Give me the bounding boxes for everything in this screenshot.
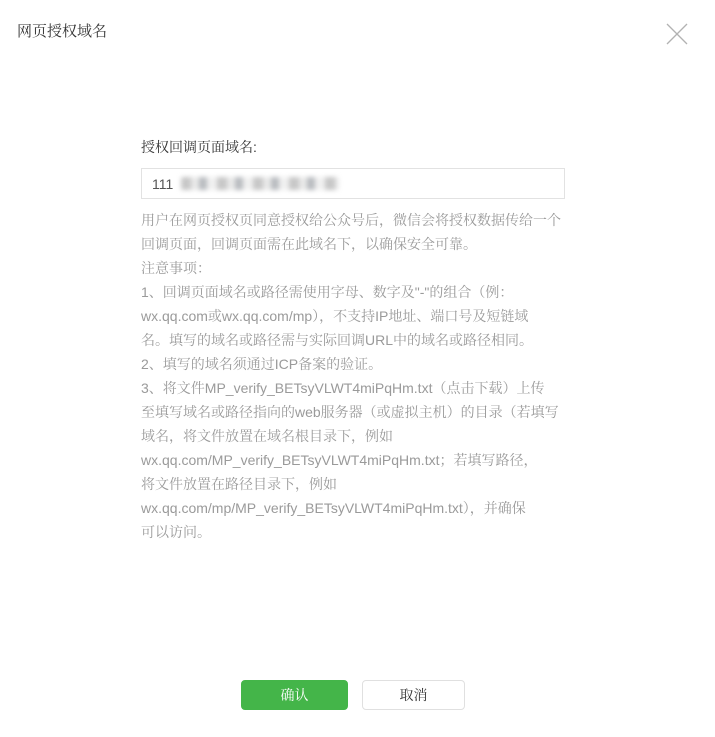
note-text: 3、将文件MP_verify_BETsyVLWT4miPqHm.txt（ <box>141 380 447 396</box>
note-line: wx.qq.com/MP_verify_BETsyVLWT4miPqHm.txt；若填写路径， <box>141 452 538 468</box>
note-line: 可以访问。 <box>141 524 211 540</box>
close-button[interactable] <box>663 20 691 48</box>
cancel-button[interactable]: 取消 <box>362 680 465 710</box>
note-line: 2、填写的域名须通过ICP备案的验证。 <box>141 356 383 372</box>
dialog-title: 网页授权域名 <box>17 23 108 40</box>
dialog-footer <box>141 680 565 710</box>
callback-domain-label: 授权回调页面域名: <box>141 139 257 155</box>
note-line: 域名，将文件放置在域名根目录下，例如 <box>141 428 393 444</box>
note-line: 名。填写的域名或路径需与实际回调URL中的域名或路径相同。 <box>141 332 534 348</box>
callback-domain-input-wrap <box>141 168 565 199</box>
note-line: 1、回调页面域名或路径需使用字母、数字及"-"的组合（例： <box>141 284 514 300</box>
note-line: 至填写域名或路径指向的web服务器（或虚拟主机）的目录（若填写 <box>141 404 559 420</box>
callback-domain-input[interactable] <box>141 168 565 199</box>
note-line: wx.qq.com或wx.qq.com/mp），不支持IP地址、端口号及短链域 <box>141 308 529 324</box>
note-text: ）上传 <box>502 380 545 396</box>
close-icon <box>664 21 690 47</box>
note-line: 用户在网页授权页同意授权给公众号后，微信会将授权数据传给一个 <box>141 212 561 228</box>
note-line <box>141 376 581 400</box>
note-line: 注意事项： <box>141 260 211 276</box>
note-line: 回调页面，回调页面需在此域名下，以确保安全可靠。 <box>141 236 477 252</box>
note-line: 将文件放置在路径目录下，例如 <box>141 476 337 492</box>
notes <box>141 208 581 544</box>
confirm-button[interactable]: 确认 <box>241 680 348 710</box>
note-line: wx.qq.com/mp/MP_verify_BETsyVLWT4miPqHm.txt），并确保 <box>141 500 526 516</box>
download-link[interactable]: 点击下载 <box>446 380 503 396</box>
